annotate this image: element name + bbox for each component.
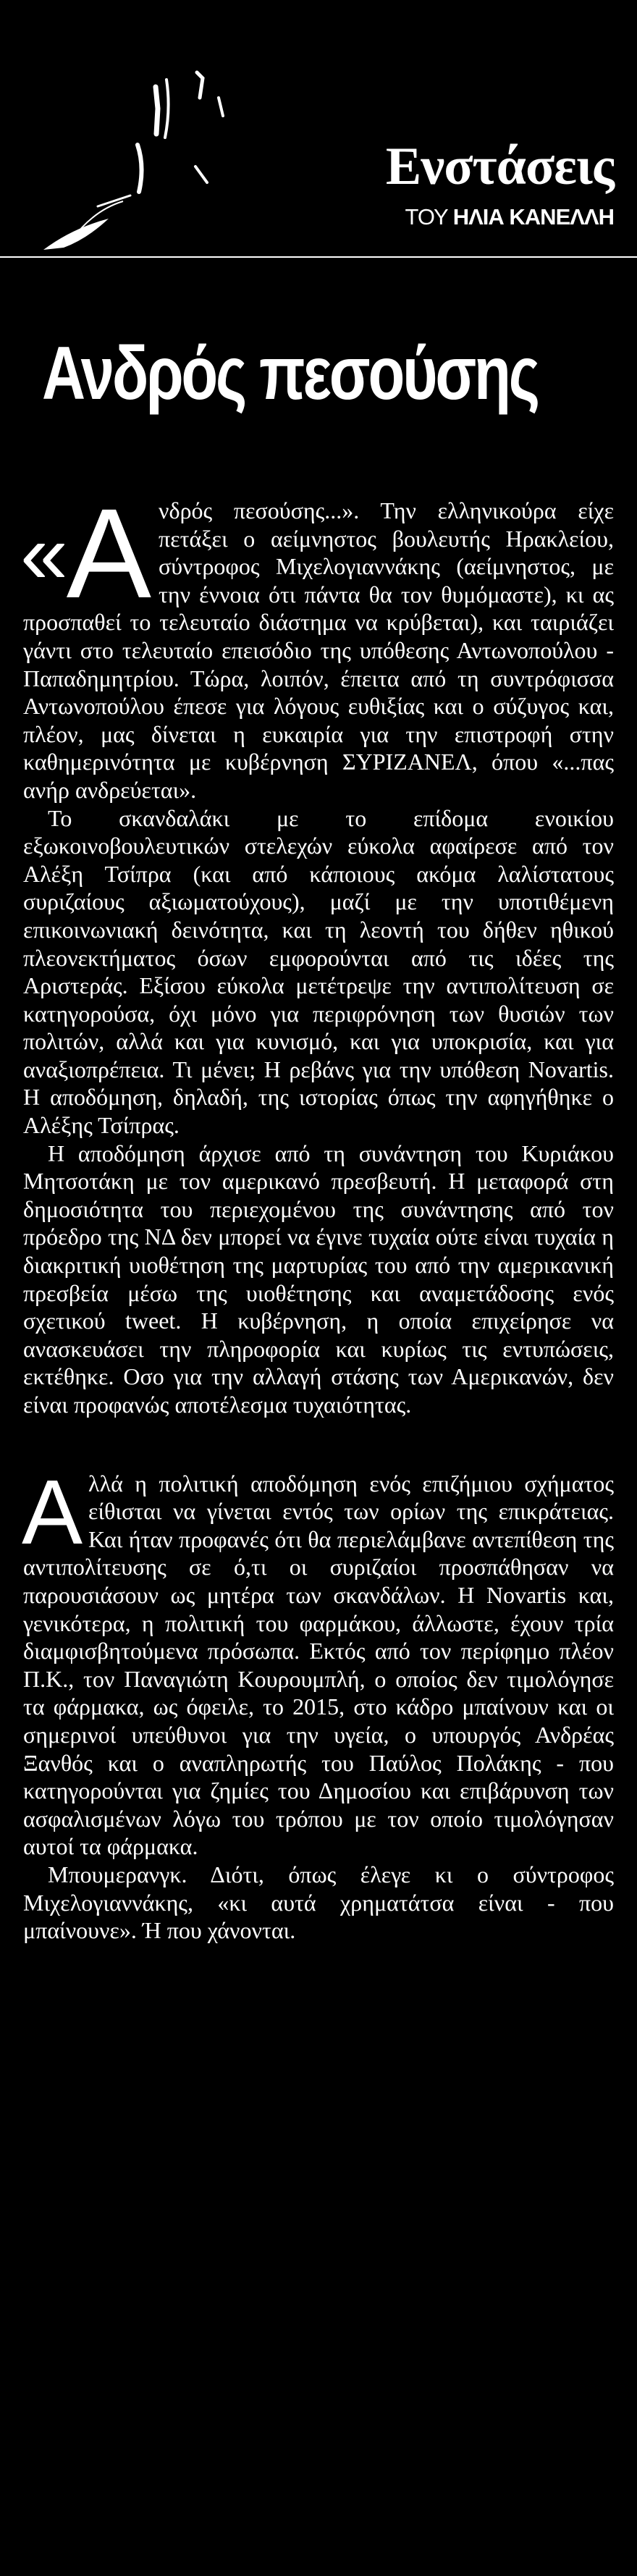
column-byline [405,204,615,230]
article-paragraph: Μπουμερανγκ. Διότι, όπως έλεγε κι ο σύντροφος Μιχελογιαννάκης, «κι αυτά χρηματάτσα είναι - που μπαίνουνε». Ή που χάνονται. [23,1861,614,1944]
column-title: Ενστάσεις [385,137,614,196]
article-headline: Ανδρός πεσούσης [42,332,538,416]
byline-author: ΗΛΙΑ ΚΑΝΕΛΛΗ [452,204,614,230]
drop-cap-letter: Α [22,1460,83,1563]
article-body [20,483,614,1945]
paragraph-text: νδρός πεσούσης...». Την ελληνικούρα είχε πετάξει ο αείμνηστος βουλευτής Ηρακλείου, σύντροφος Μιχελογιαννάκης (αείμνηστος, με την έννοια ότι πάντα θα τον θυμόμαστε), κι ας προσπαθεί το τελευταίο διάστημα να κρύβεται), και ταιριάζει γάντι στο τελευταίο επεισόδιο της υπόθεσης Αντωνοπούλου - Παπαδημητρίου. Τώρα, λοιπόν, έπειτα από τη συντρόφισσα Αντωνοπούλου έπεσε για λόγους ευθιξίας και ο σύζυγος και, πλέον, μας δίνεται η ευκαιρία για την επιστροφή στην καθημερινότητα με κυβέρνηση ΣΥΡΙΖΑΝΕΛ, όπου «...πας ανήρ ανδρεύεται». [23,497,614,803]
column-header [0,0,637,261]
drop-cap-letter: Α [66,483,152,625]
article-paragraph: Η αποδόμηση άρχισε από τη συνάντηση του Κυριάκου Μητσοτάκη με τον αμερικανό πρεσβευτή. Η μεταφορά στη δημοσιότητα του περιεχομένου της συνάντησης από τον πρόεδρο της ΝΔ δεν μπορεί να έγινε τυχαία ούτε είναι τυχαία η διακριτική υιοθέτηση της μαρτυρίας του από την αμερικανική πρεσβεία μέσω της υιοθέτησης και αναμετάδοσης ενός σχετικού tweet. Η κυβέρνηση, η οποία επιχείρησε να ανασκευάσει την πληροφορία και κυρίως τις εντυπώσεις, εκτέθηκε. Οσο για την αλλαγή στάσης των Αμερικανών, δεν είναι προφανώς αποτέλεσμα τυχαιότητας. [23,1140,614,1418]
byline-prefix: ΤΟΥ [405,204,448,230]
article-paragraph: Το σκανδαλάκι με το επίδομα ενοικίου εξωκοινοβουλευτικών στελεχών εύκολα αφαίρεσε από τον Αλέξη Τσίπρα (και από κάποιους ακόμα λαλίστατους συριζαίους αξιωματούχους), μαζί με την υποτιθέμενη επικοινωνιακή δεινότητα, και τη λεοντή του δήθεν ηθικού πλεονεκτήματος όσων εμφορούνται από τις ιδέες της Αριστεράς. Εξίσου εύκολα μετέτρεψε την αντιπολίτευση σε κατηγορούσα, όχι μόνο για περιφρόνηση των θυσιών των πολιτών, αλλά και για κυνισμό, και για υποκρισία, και για αναξιοπρέπεια. Τι μένει; Η ρεβάνς για την υπόθεση Novartis. Η αποδόμηση, δηλαδή, της ιστορίας όπως την αφηγήθηκε ο Αλέξης Τσίπρας. [23,804,614,1139]
column-logo-illustration [29,58,318,261]
header-divider [0,256,637,258]
section-break [23,1419,614,1470]
article-paragraph [20,483,614,804]
drop-cap-quote: « [20,506,61,602]
drop-cap [20,483,152,625]
paragraph-text: λλά η πολιτική αποδόμηση ενός επιζήμιου σχήματος είθισται να γίνεται εντός των ορίων της επικράτειας. Και ήταν προφανές ότι θα περιελάμβανε αντεπίθεση της αντιπολίτευσης σε ό,τι οι συριζαίοι προσπάθησαν να παρουσιάσουν ως μητέρα των σκανδάλων. Η Novartis και, γενικότερα, η πολιτική του φαρμάκου, άλλωστε, έχουν τρία διαμφισβητούμενα πρόσωπα. Εκτός από τον περίφημο πλέον Π.Κ., τον Παναγιώτη Κουρουμπλή, ο οποίος δεν τιμολόγησε τα φάρμακα, ως όφειλε, το 2015, στο κάδρο μπαίνουν και οι σημερινοί υπεύθυνοι για την υγεία, ο υπουργός Ανδρέας Ξανθός και ο αναπληρωτής του Παύλος Πολάκης - που κατηγορούνται για ζημίες του Δημοσίου και επιβάρυνση των ασφαλισμένων λόγω του τρόπου με τον οποίο τιμολόγησαν αυτοί τα φάρμακα. [23,1470,614,1860]
article-paragraph [22,1460,614,1861]
